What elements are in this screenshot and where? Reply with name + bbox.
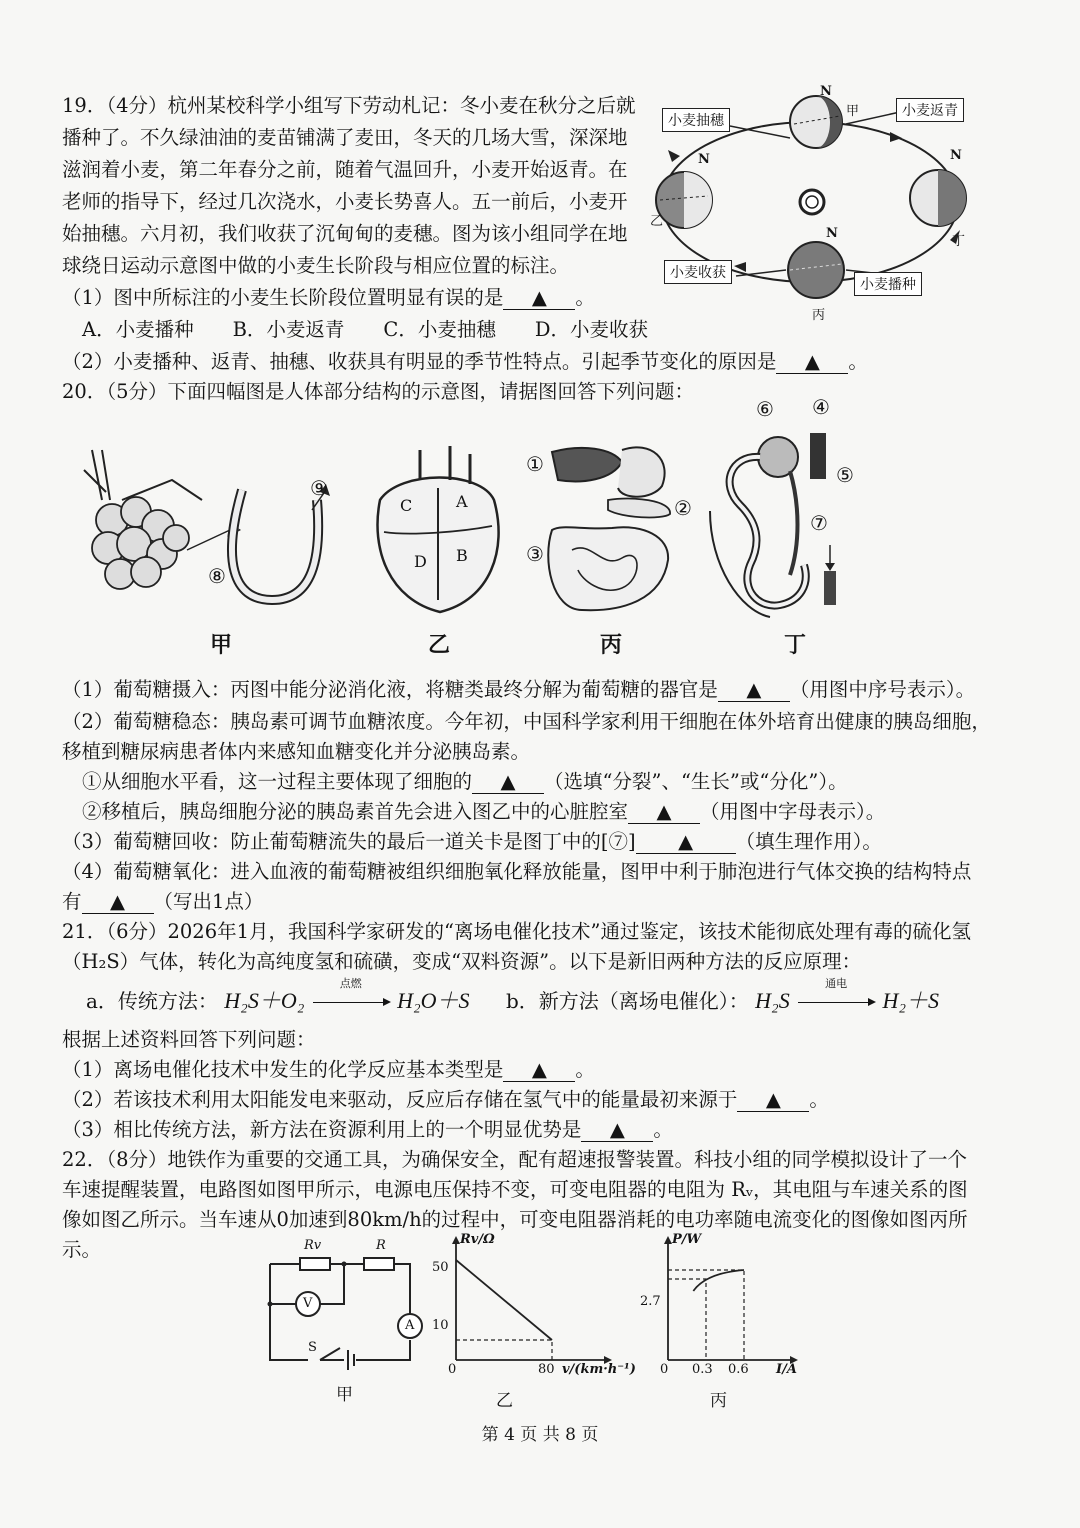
q19-line-3: 滋润着小麦，第二年春分之前，随着气温回升，小麦开始返青。在 [62, 158, 628, 181]
label-yi: 乙 [650, 214, 664, 229]
label-fanqing: 小麦返青 [896, 98, 964, 122]
q19-question-2 [62, 348, 972, 376]
q20-question-4b [62, 888, 972, 916]
eq-a-arrow [311, 977, 391, 1013]
q20-q4-end: （写出1点） [153, 890, 264, 913]
answer-blank[interactable]: ▲ [472, 771, 544, 794]
q20-q1-end: （用图中序号表示）。 [789, 678, 976, 701]
page-footer: 第 4 页 共 8 页 [481, 1425, 599, 1445]
q19-q2-text: （2）小麦播种、返青、抽穗、收获具有明显的季节性特点。引起季节变化的原因是 [62, 350, 777, 373]
graph-c-xtick: 0.3 [692, 1362, 713, 1377]
q21-q2-end: 。 [809, 1088, 829, 1111]
north-label: N [950, 148, 962, 163]
q19-q1-text: （1）图中所标注的小麦生长阶段位置明显有误的是 [62, 286, 504, 309]
caption-jia: 甲 [210, 632, 233, 658]
q22-line-3: 像如图乙所示。当车速从0加速到80km/h的过程中，可变电阻器消耗的电功率随电流变化的图像如图丙所 [62, 1208, 968, 1231]
answer-blank[interactable]: ▲ [628, 801, 700, 824]
q20-q2-2-end: （用图中字母表示）。 [700, 800, 886, 823]
north-label: N [820, 84, 832, 99]
eq-b-label: b．新方法（离场电催化）： [506, 989, 749, 1013]
chamber-D: D [414, 552, 427, 571]
eq-a-label: a．传统方法： [86, 989, 218, 1013]
equation-b [506, 977, 939, 1015]
q21-q1-end: 。 [575, 1058, 595, 1081]
eq-b-left: H₂S [755, 988, 790, 1013]
answer-blank[interactable]: ▲ [737, 1089, 809, 1112]
q21-q2-text: （2）若该技术利用太阳能发电来驱动，反应后存储在氢气中的能量最初来源于 [62, 1088, 738, 1111]
ammeter-label: A [405, 1318, 415, 1333]
q20-q4-text: 有 [62, 890, 82, 913]
answer-blank[interactable]: ▲ [776, 351, 848, 374]
graph-b-guide-line [456, 1340, 552, 1360]
q20-q3-end: （填生理作用）。 [735, 830, 882, 853]
q19-line-2: 播种了。不久绿油油的麦苗铺满了麦田，冬天的几场大雪，深深地 [62, 126, 628, 149]
equation-a [86, 977, 470, 1015]
q19-line-6: 球绕日运动示意图中做的小麦生长阶段与相应位置的标注。 [62, 254, 570, 277]
q21-question-3 [62, 1116, 972, 1144]
eq-b-condition: 通电 [825, 977, 848, 990]
answer-blank[interactable]: ▲ [636, 831, 736, 854]
q19-line-1: 19．（4分）杭州某校科学小组写下劳动札记：冬小麦在秋分之后就 [62, 94, 636, 117]
q20-question-2-2 [82, 798, 992, 826]
chamber-A: A [456, 492, 468, 511]
answer-blank[interactable]: ▲ [718, 679, 790, 702]
label-8: ⑧ [208, 564, 226, 588]
answer-blank[interactable]: ▲ [82, 891, 154, 914]
q20-question-2a: （2）葡萄糖稳态：胰岛素可调节血糖浓度。今年初，中国科学家利用干细胞在体外培育出健康的胰岛细胞， [62, 710, 991, 733]
label-7: ⑦ [810, 511, 828, 535]
graph-c-guide-line [668, 1279, 706, 1360]
voltmeter-label: V [303, 1296, 313, 1311]
graph-b-xtick: 80 [538, 1362, 555, 1377]
graph-c-series-line [693, 1270, 744, 1291]
earth-bing-icon [788, 242, 844, 298]
north-label: N [826, 226, 838, 241]
answer-blank[interactable]: ▲ [503, 287, 575, 310]
q20-question-4a: （4）葡萄糖氧化：进入血液的葡萄糖被组织细胞氧化释放能量，图甲中利于肺泡进行气体交换的结构特点 [62, 860, 972, 883]
digestive-figure [522, 440, 702, 620]
circuit-caption: 甲 [336, 1385, 353, 1405]
rv-resistor-icon [300, 1258, 330, 1270]
label-2: ② [674, 496, 692, 520]
q19-line-4: 老师的指导下，经过几次浇水，小麦长势喜人。五一前后，小麦开 [62, 190, 628, 213]
answer-blank[interactable]: ▲ [503, 1059, 575, 1082]
q21-q3-text: （3）相比传统方法，新方法在资源利用上的一个明显优势是 [62, 1118, 582, 1141]
q20-question-2-1 [82, 768, 992, 796]
r-label: R [376, 1238, 386, 1253]
q20-q2-2-text: ②移植后，胰岛细胞分泌的胰岛素首先会进入图乙中的心脏腔室 [82, 800, 629, 823]
eq-a-right: H₂O＋S [397, 988, 470, 1013]
battery-icon [348, 1350, 354, 1370]
eq-a-left: H₂S＋O₂ [224, 988, 305, 1013]
nephron-figure [700, 395, 880, 625]
eq-a-condition: 点燃 [339, 977, 362, 990]
chamber-B: B [456, 546, 468, 565]
graph-c-ytick: 2.7 [640, 1294, 661, 1309]
q21-question-1 [62, 1056, 972, 1084]
graph-b-caption: 乙 [496, 1391, 513, 1411]
q20-q3-text: （3）葡萄糖回收：防止葡萄糖流失的最后一道关卡是图丁中的[⑦] [62, 830, 636, 853]
caption-yi: 乙 [428, 632, 451, 658]
graph-c-ylabel: P/W [672, 1232, 702, 1247]
graph-c-origin: 0 [660, 1362, 669, 1377]
q19-q1-end: 。 [575, 286, 595, 309]
answer-blank[interactable]: ▲ [581, 1119, 653, 1142]
q21-line-1: 21．（6分）2026年1月，我国科学家研发的“离场电催化技术”通过鉴定，该技术能彻底处理有毒的硫化氢 [62, 920, 971, 943]
graph-c-xtick: 0.6 [728, 1362, 749, 1377]
label-jia: 甲 [846, 104, 860, 119]
q19-options: A．小麦播种 B．小麦返青 C．小麦抽穗 D．小麦收获 [82, 318, 648, 341]
q21-q1-text: （1）离场电催化技术中发生的化学反应基本类型是 [62, 1058, 504, 1081]
graph-b-series-line [456, 1260, 552, 1340]
label-bozhong: 小麦播种 [854, 272, 922, 296]
graph-b-xlabel: v/(km·h⁻¹) [562, 1362, 636, 1377]
r-resistor-icon [364, 1258, 394, 1270]
q20-intro: 20．（5分）下面四幅图是人体部分结构的示意图，请据图回答下列问题： [62, 380, 694, 403]
graph-b-ylabel: Rv/Ω [460, 1232, 495, 1247]
q22-line-1: 22．（8分）地铁作为重要的交通工具，为确保安全，配有超速报警装置。科技小组的同学模拟设计了一个 [62, 1148, 967, 1171]
eq-b-arrow [796, 977, 876, 1013]
q21-question-2 [62, 1086, 972, 1114]
north-label: N [698, 152, 710, 167]
label-3: ③ [526, 542, 544, 566]
q19-q2-end: 。 [848, 350, 868, 373]
q19-question-1 [62, 284, 652, 312]
q20-q2-1-text: ①从细胞水平看，这一过程主要体现了细胞的 [82, 770, 473, 793]
q20-q1-text: （1）葡萄糖摄入：丙图中能分泌消化液，将糖类最终分解为葡萄糖的器官是 [62, 678, 718, 701]
caption-bing: 丙 [600, 632, 623, 658]
q19-line-5: 始抽穗。六月初，我们收获了沉甸甸的麦穗。图为该小组同学在地 [62, 222, 628, 245]
label-chousui: 小麦抽穗 [662, 108, 730, 132]
heart-figure [360, 440, 510, 620]
q21-lead: 根据上述资料回答下列问题： [62, 1028, 316, 1051]
label-ding: 丁 [952, 234, 966, 249]
chamber-C: C [400, 496, 413, 515]
alveoli-figure [72, 440, 342, 630]
q22-line-4: 示。 [62, 1238, 102, 1261]
q20-question-3 [62, 828, 972, 856]
label-bing: 丙 [812, 308, 826, 323]
graph-c [640, 1232, 820, 1412]
label-6: ⑥ [756, 397, 774, 421]
rv-label: Rv [304, 1238, 322, 1253]
label-1: ① [526, 452, 544, 476]
graph-c-xlabel: I/A [776, 1362, 797, 1377]
label-5: ⑤ [836, 463, 854, 487]
eq-b-right: H₂＋S [882, 988, 939, 1013]
graph-c-caption: 丙 [710, 1391, 727, 1411]
graph-b [430, 1232, 660, 1412]
circuit-figure [260, 1236, 430, 1406]
q22-line-2: 车速提醒装置，电路图如图甲所示，电源电压保持不变，可变电阻器的电阻为 Rᵥ，其电阻与车速关系的图 [62, 1178, 968, 1201]
q21-q3-end: 。 [653, 1118, 673, 1141]
label-4: ④ [812, 395, 830, 419]
label-9: ⑨ [310, 476, 328, 500]
label-shouhuo: 小麦收获 [664, 260, 732, 284]
q20-q2-1-end: （选填“分裂”、“生长”或“分化”）。 [544, 770, 848, 793]
graph-b-ytick: 10 [432, 1318, 449, 1333]
switch-label: S [308, 1340, 317, 1355]
q21-line-2: （H₂S）气体，转化为高纯度氢和硫磺，变成“双料资源”。以下是新旧两种方法的反应原理： [62, 950, 862, 973]
q20-question-1 [62, 676, 976, 704]
graph-b-ytick: 50 [432, 1260, 449, 1275]
switch-icon [320, 1348, 340, 1360]
caption-ding: 丁 [784, 632, 807, 658]
graph-b-origin: 0 [448, 1362, 457, 1377]
q20-question-2b: 移植到糖尿病患者体内来感知血糖变化并分泌胰岛素。 [62, 740, 531, 763]
earth-orbit-diagram [650, 80, 990, 330]
